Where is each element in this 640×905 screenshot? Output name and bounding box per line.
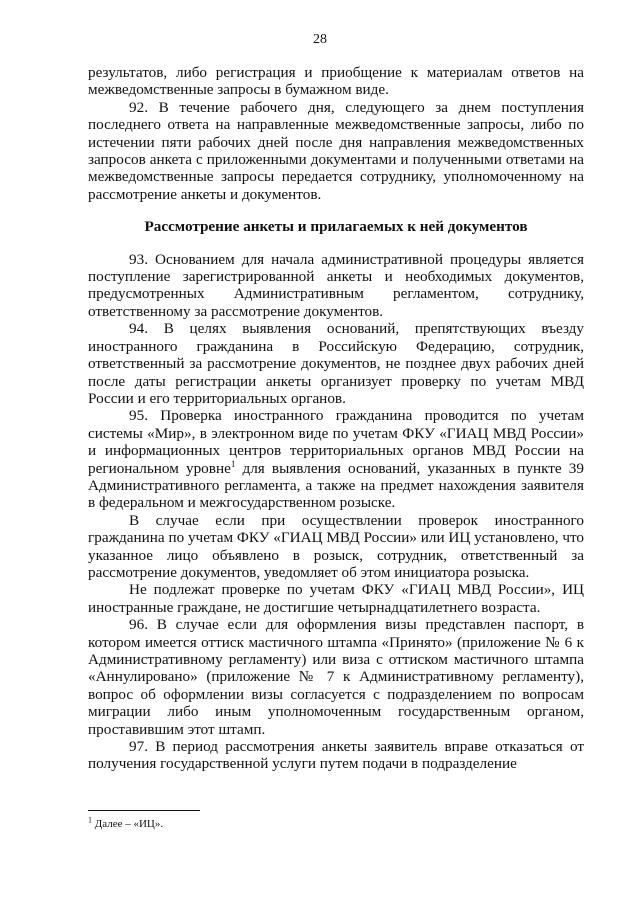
footnote-text: Далее – «ИЦ».	[92, 818, 164, 830]
footnote-reference: 1	[230, 458, 236, 469]
paragraph-96: 96. В случае если для оформления визы представлен паспорт, в котором имеется оттиск мастичного штампа «Принято» (приложение № 6 к Административному регламенту) или виза с оттиском мастичного штампа «Аннулировано» (приложение № 7 к Административному регламенту), вопрос об оформлении визы согласуется с подразделением по вопросам миграции либо иным уполномоченным государственным органом, проставившим этот штамп.	[88, 616, 584, 738]
paragraph-93: 93. Основанием для начала административной процедуры является поступление зарегистрированной анкеты и необходимых документов, предусмотренных Административным регламентом, сотруднику, ответственному за рассмотрение документов.	[88, 250, 584, 320]
paragraph-95	[88, 407, 584, 511]
paragraph-95-part2: для выявления оснований, указанных в пункте 39 Административного регламента, а также на предмет нахождения заявителя в федеральном и межгосударственном розыске.	[88, 459, 584, 512]
paragraph-92: 92. В течение рабочего дня, следующего за днем поступления последнего ответа на направленные межведомственные запросы, либо по истечении пяти рабочих дней после дня направления межведомственных запросов анкета с приложенными документами и полученными ответами на межведомственные запросы передается сотруднику, уполномоченному на рассмотрение анкеты и документов.	[88, 98, 584, 203]
paragraph-94: 94. В целях выявления оснований, препятствующих въезду иностранного гражданина в Российскую Федерацию, сотрудник, ответственный за рассмотрение документов, не позднее двух рабочих дней после даты регистрации анкеты организует проверку по учетам МВД России и его территориальных органов.	[88, 320, 584, 407]
page-number: 28	[313, 32, 327, 47]
paragraph-95-exemption: Не подлежат проверке по учетам ФКУ «ГИАЦ МВД России», ИЦ иностранные граждане, не достигшие четырнадцатилетнего возраста.	[88, 581, 584, 616]
paragraph-continuation: результатов, либо регистрация и приобщение к материалам ответов на межведомственные запросы в бумажном виде.	[88, 64, 584, 99]
paragraph-95-search: В случае если при осуществлении проверок иностранного гражданина по учетам ФКУ «ГИАЦ МВД России» или ИЦ установлено, что указанное лицо объявлено в розыск, сотрудник, ответственный за рассмотрение документов, уведомляет об этом инициатора розыска.	[88, 511, 584, 581]
section-heading: Рассмотрение анкеты и прилагаемых к ней документов	[144, 218, 528, 236]
paragraph-95-part1: 95. Проверка иностранного гражданина проводится по учетам системы «Мир», в электронном виде по учетам ФКУ «ГИАЦ МВД России» и информационных центров территориальных органов МВД России на региональном уровне	[88, 407, 584, 477]
document-body	[88, 64, 584, 773]
footnote-mark: 1	[88, 815, 92, 825]
paragraph-97: 97. В период рассмотрения анкеты заявитель вправе отказаться от получения государственной услуги путем подачи в подразделение	[88, 738, 584, 773]
footnote-divider	[88, 810, 200, 811]
footnote	[88, 815, 164, 830]
